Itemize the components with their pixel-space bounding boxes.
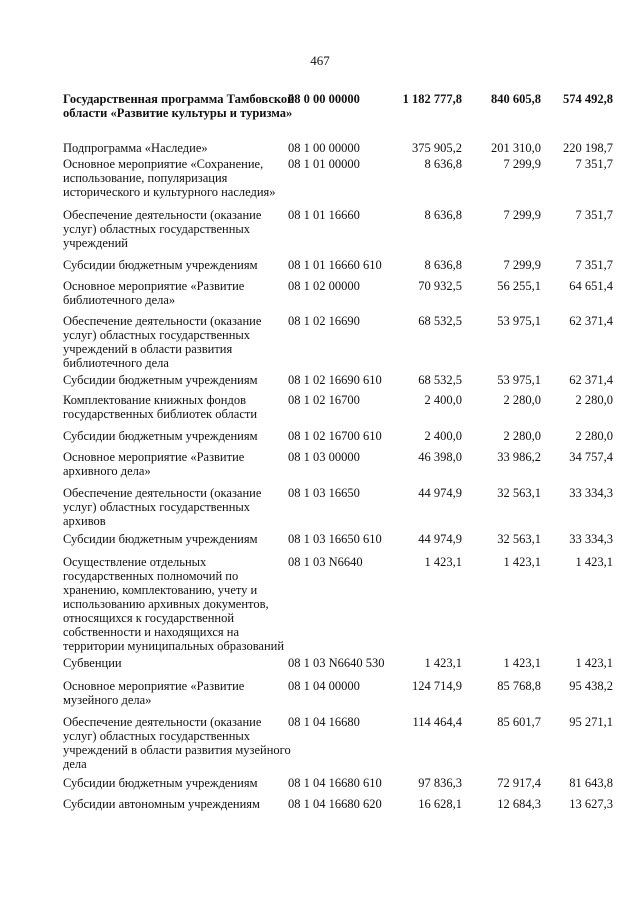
row-name: Субсидии бюджетным учреждениям [63,373,258,387]
row-name: Обеспечение деятельности (оказание услуг) областных государственных учреждений в области развития музейного дела [63,715,291,771]
row-code: 08 1 01 00000 [288,157,360,171]
row-value-year-3: 95 271,1 [569,715,613,729]
row-code: 08 1 04 16680 620 [288,797,382,811]
row-value-year-1: 8 636,8 [424,208,462,222]
row-name: Основное мероприятие «Развитие архивного дела» [63,450,245,478]
row-value-year-2: 53 975,1 [497,314,541,328]
row-name: Субвенции [63,656,122,670]
row-name: Субсидии бюджетным учреждениям [63,532,258,546]
row-code: 08 1 04 00000 [288,679,360,693]
row-name: Государственная программа Тамбовской области «Развитие культуры и туризма» [63,92,295,120]
row-value-year-3: 220 198,7 [563,141,613,155]
row-value-year-3: 34 757,4 [569,450,613,464]
row-code: 08 1 03 N6640 [288,555,363,569]
row-value-year-1: 44 974,9 [418,486,462,500]
row-code: 08 1 00 00000 [288,141,360,155]
row-code: 08 1 01 16660 [288,208,360,222]
row-value-year-3: 95 438,2 [569,679,613,693]
row-value-year-1: 2 400,0 [424,429,462,443]
row-value-year-2: 85 768,8 [497,679,541,693]
row-value-year-2: 7 299,9 [503,258,541,272]
row-code: 08 1 03 16650 [288,486,360,500]
row-value-year-3: 7 351,7 [575,258,613,272]
row-value-year-1: 1 182 777,8 [402,92,462,106]
row-value-year-3: 574 492,8 [563,92,613,106]
row-value-year-1: 70 932,5 [418,279,462,293]
row-name: Комплектование книжных фондов государственных библиотек области [63,393,258,421]
row-name: Основное мероприятие «Развитие музейного дела» [63,679,245,707]
row-value-year-3: 81 643,8 [569,776,613,790]
row-name: Подпрограмма «Наследие» [63,141,208,155]
row-name: Обеспечение деятельности (оказание услуг) областных государственных учреждений в области развития библиотечного дела [63,314,262,370]
row-code: 08 1 02 00000 [288,279,360,293]
row-name: Осуществление отдельных государственных полномочий по хранению, комплектованию, учету и использованию архивных документов, относящихся к государственной собственности и находящихся на территории муниципальных образований [63,555,285,653]
row-value-year-3: 33 334,3 [569,486,613,500]
row-value-year-2: 2 280,0 [503,393,541,407]
row-name: Субсидии автономным учреждениям [63,797,260,811]
row-value-year-2: 56 255,1 [497,279,541,293]
row-name: Обеспечение деятельности (оказание услуг) областных государственных архивов [63,486,262,528]
row-value-year-1: 124 714,9 [412,679,462,693]
row-name: Основное мероприятие «Развитие библиотечного дела» [63,279,245,307]
row-value-year-1: 68 532,5 [418,314,462,328]
row-code: 08 1 01 16660 610 [288,258,382,272]
row-value-year-2: 7 299,9 [503,157,541,171]
row-code: 08 1 03 00000 [288,450,360,464]
row-value-year-3: 2 280,0 [575,429,613,443]
row-value-year-1: 2 400,0 [424,393,462,407]
row-value-year-1: 97 836,3 [418,776,462,790]
row-value-year-2: 32 563,1 [497,486,541,500]
row-value-year-3: 64 651,4 [569,279,613,293]
row-value-year-2: 1 423,1 [503,555,541,569]
row-code: 08 1 03 16650 610 [288,532,382,546]
row-value-year-1: 44 974,9 [418,532,462,546]
row-code: 08 0 00 00000 [288,92,360,106]
page-number: 467 [310,53,330,68]
row-value-year-1: 16 628,1 [418,797,462,811]
row-value-year-1: 1 423,1 [424,555,462,569]
row-value-year-3: 7 351,7 [575,208,613,222]
row-value-year-2: 33 986,2 [497,450,541,464]
row-code: 08 1 02 16700 610 [288,429,382,443]
row-value-year-2: 32 563,1 [497,532,541,546]
row-value-year-2: 840 605,8 [491,92,541,106]
row-value-year-2: 12 684,3 [497,797,541,811]
row-name: Субсидии бюджетным учреждениям [63,776,258,790]
row-code: 08 1 04 16680 610 [288,776,382,790]
row-value-year-3: 1 423,1 [575,555,613,569]
row-value-year-3: 62 371,4 [569,373,613,387]
row-value-year-3: 13 627,3 [569,797,613,811]
row-code: 08 1 02 16690 [288,314,360,328]
row-name: Основное мероприятие «Сохранение, использование, популяризация исторического и культурного наследия» [63,157,276,199]
row-name: Субсидии бюджетным учреждениям [63,258,258,272]
row-name: Обеспечение деятельности (оказание услуг) областных государственных учреждений [63,208,262,250]
row-value-year-1: 1 423,1 [424,656,462,670]
row-value-year-1: 375 905,2 [412,141,462,155]
row-code: 08 1 02 16690 610 [288,373,382,387]
row-code: 08 1 02 16700 [288,393,360,407]
row-value-year-2: 201 310,0 [491,141,541,155]
row-value-year-1: 114 464,4 [412,715,462,729]
row-value-year-1: 8 636,8 [424,157,462,171]
row-value-year-3: 1 423,1 [575,656,613,670]
row-value-year-2: 2 280,0 [503,429,541,443]
row-value-year-2: 1 423,1 [503,656,541,670]
row-value-year-1: 68 532,5 [418,373,462,387]
row-value-year-3: 33 334,3 [569,532,613,546]
row-value-year-3: 7 351,7 [575,157,613,171]
row-value-year-3: 2 280,0 [575,393,613,407]
row-value-year-3: 62 371,4 [569,314,613,328]
row-value-year-2: 85 601,7 [497,715,541,729]
row-value-year-2: 53 975,1 [497,373,541,387]
row-value-year-2: 7 299,9 [503,208,541,222]
row-code: 08 1 03 N6640 530 [288,656,385,670]
row-value-year-2: 72 917,4 [497,776,541,790]
row-name: Субсидии бюджетным учреждениям [63,429,258,443]
row-value-year-1: 8 636,8 [424,258,462,272]
row-value-year-1: 46 398,0 [418,450,462,464]
row-code: 08 1 04 16680 [288,715,360,729]
